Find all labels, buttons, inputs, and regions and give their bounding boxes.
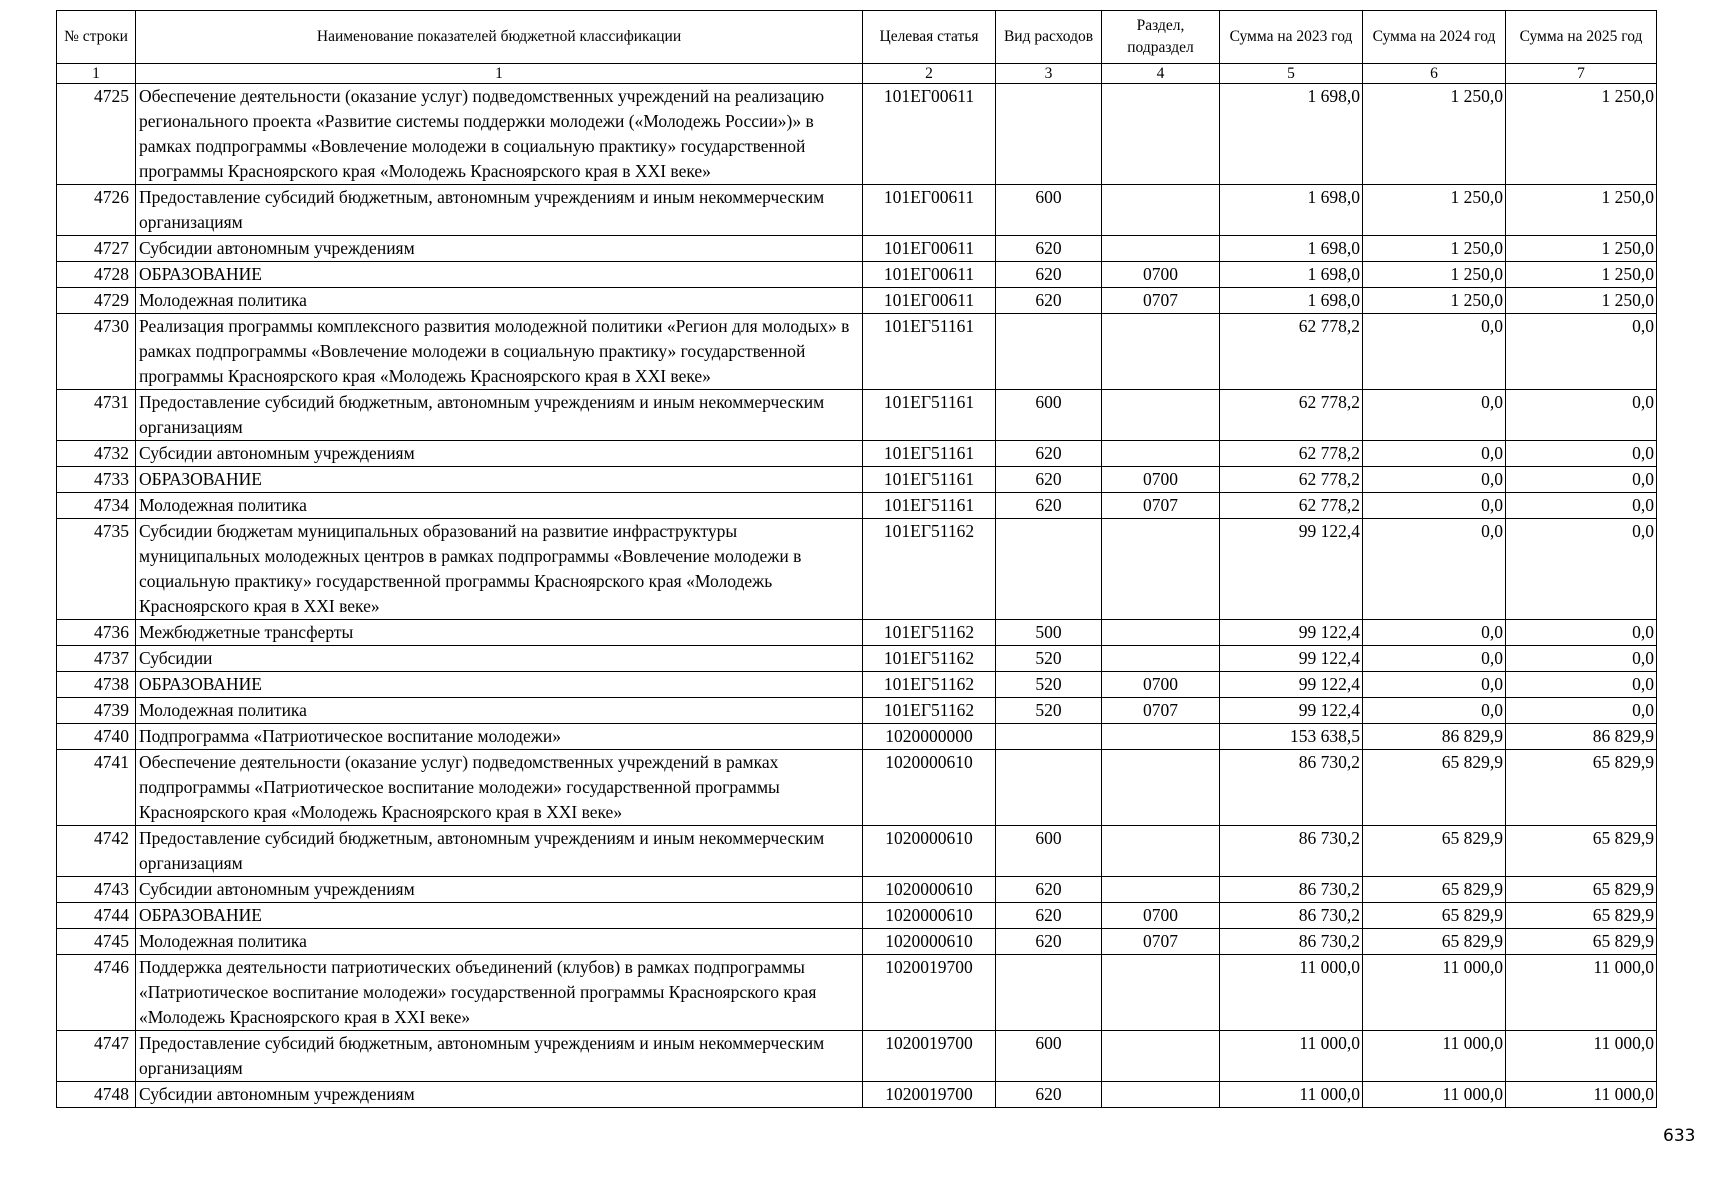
table-row <box>57 493 1657 519</box>
sum-2023: 1 698,0 <box>1220 185 1363 236</box>
row-number: 4744 <box>57 903 136 929</box>
section-code <box>1102 1082 1220 1108</box>
sum-2024: 0,0 <box>1363 493 1506 519</box>
section-code <box>1102 750 1220 826</box>
header-row <box>57 11 1657 64</box>
row-number: 4737 <box>57 646 136 672</box>
sum-2023: 11 000,0 <box>1220 955 1363 1031</box>
section-code <box>1102 441 1220 467</box>
sum-2023: 11 000,0 <box>1220 1031 1363 1082</box>
table-row <box>57 672 1657 698</box>
expense-type <box>996 750 1102 826</box>
expense-type: 620 <box>996 288 1102 314</box>
target-article: 101ЕГ51162 <box>863 672 996 698</box>
target-article: 1020000610 <box>863 929 996 955</box>
expense-type: 500 <box>996 620 1102 646</box>
sum-2025: 1 250,0 <box>1506 84 1657 185</box>
expense-type: 620 <box>996 467 1102 493</box>
sum-2025: 86 829,9 <box>1506 724 1657 750</box>
indicator-name: Субсидии автономным учреждениям <box>136 877 863 903</box>
table-body <box>57 84 1657 1108</box>
sum-2025: 65 829,9 <box>1506 826 1657 877</box>
header-name: Наименование показателей бюджетной классификации <box>136 11 863 64</box>
expense-type: 600 <box>996 185 1102 236</box>
indicator-name: Молодежная политика <box>136 493 863 519</box>
target-article: 101ЕГ51161 <box>863 467 996 493</box>
indicator-name: Предоставление субсидий бюджетным, автономным учреждениям и иным некоммерческим организациям <box>136 1031 863 1082</box>
sum-2025: 11 000,0 <box>1506 1031 1657 1082</box>
sum-2023: 1 698,0 <box>1220 236 1363 262</box>
table-row <box>57 826 1657 877</box>
sum-2025: 0,0 <box>1506 672 1657 698</box>
table-row <box>57 441 1657 467</box>
expense-type <box>996 955 1102 1031</box>
indicator-name: Межбюджетные трансферты <box>136 620 863 646</box>
sum-2024: 0,0 <box>1363 314 1506 390</box>
section-code <box>1102 390 1220 441</box>
sum-2023: 86 730,2 <box>1220 826 1363 877</box>
column-number: 4 <box>1102 64 1220 84</box>
sum-2023: 86 730,2 <box>1220 877 1363 903</box>
target-article: 101ЕГ00611 <box>863 236 996 262</box>
sum-2024: 65 829,9 <box>1363 877 1506 903</box>
expense-type <box>996 314 1102 390</box>
sum-2024: 1 250,0 <box>1363 288 1506 314</box>
sum-2024: 65 829,9 <box>1363 826 1506 877</box>
header-sum-2025: Сумма на 2025 год <box>1506 11 1657 64</box>
sum-2025: 0,0 <box>1506 493 1657 519</box>
indicator-name: ОБРАЗОВАНИЕ <box>136 672 863 698</box>
sum-2024: 1 250,0 <box>1363 185 1506 236</box>
indicator-name: Подпрограмма «Патриотическое воспитание молодежи» <box>136 724 863 750</box>
indicator-name: Субсидии автономным учреждениям <box>136 441 863 467</box>
indicator-name: Субсидии автономным учреждениям <box>136 236 863 262</box>
target-article: 101ЕГ51162 <box>863 698 996 724</box>
table-row <box>57 955 1657 1031</box>
row-number: 4726 <box>57 185 136 236</box>
table-row <box>57 929 1657 955</box>
sum-2023: 99 122,4 <box>1220 620 1363 646</box>
target-article: 101ЕГ00611 <box>863 185 996 236</box>
target-article: 101ЕГ51161 <box>863 493 996 519</box>
sum-2024: 0,0 <box>1363 467 1506 493</box>
row-number: 4738 <box>57 672 136 698</box>
table-row <box>57 903 1657 929</box>
row-number: 4731 <box>57 390 136 441</box>
sum-2023: 11 000,0 <box>1220 1082 1363 1108</box>
sum-2023: 99 122,4 <box>1220 672 1363 698</box>
sum-2025: 65 829,9 <box>1506 903 1657 929</box>
row-number: 4740 <box>57 724 136 750</box>
expense-type: 620 <box>996 877 1102 903</box>
section-code <box>1102 236 1220 262</box>
expense-type: 520 <box>996 672 1102 698</box>
indicator-name: Субсидии бюджетам муниципальных образований на развитие инфраструктуры муниципальных молодежных центров в рамках подпрограммы «Вовлечение молодежи в социальную практику» государственной программы Красноярского края «Молодежь Красноярского края в XXI веке» <box>136 519 863 620</box>
section-code <box>1102 185 1220 236</box>
section-code <box>1102 314 1220 390</box>
target-article: 1020000610 <box>863 877 996 903</box>
row-number: 4734 <box>57 493 136 519</box>
row-number: 4730 <box>57 314 136 390</box>
sum-2024: 1 250,0 <box>1363 84 1506 185</box>
sum-2025: 0,0 <box>1506 620 1657 646</box>
header-section: Раздел, подраздел <box>1102 11 1220 64</box>
sum-2023: 86 730,2 <box>1220 903 1363 929</box>
sum-2024: 0,0 <box>1363 390 1506 441</box>
row-number: 4743 <box>57 877 136 903</box>
target-article: 101ЕГ51162 <box>863 519 996 620</box>
row-number: 4742 <box>57 826 136 877</box>
sum-2023: 62 778,2 <box>1220 467 1363 493</box>
table-row <box>57 750 1657 826</box>
sum-2023: 62 778,2 <box>1220 390 1363 441</box>
section-code: 0700 <box>1102 467 1220 493</box>
sum-2024: 65 829,9 <box>1363 750 1506 826</box>
indicator-name: ОБРАЗОВАНИЕ <box>136 903 863 929</box>
row-number: 4725 <box>57 84 136 185</box>
header-row-number: № строки <box>57 11 136 64</box>
target-article: 101ЕГ51161 <box>863 314 996 390</box>
sum-2025: 65 829,9 <box>1506 929 1657 955</box>
row-number: 4728 <box>57 262 136 288</box>
expense-type: 600 <box>996 390 1102 441</box>
row-number: 4741 <box>57 750 136 826</box>
sum-2023: 86 730,2 <box>1220 929 1363 955</box>
column-number: 6 <box>1363 64 1506 84</box>
sum-2023: 62 778,2 <box>1220 493 1363 519</box>
column-number: 1 <box>136 64 863 84</box>
table-row <box>57 724 1657 750</box>
sum-2025: 1 250,0 <box>1506 185 1657 236</box>
expense-type: 600 <box>996 826 1102 877</box>
sum-2025: 1 250,0 <box>1506 288 1657 314</box>
expense-type: 600 <box>996 1031 1102 1082</box>
sum-2024: 1 250,0 <box>1363 236 1506 262</box>
table-row <box>57 519 1657 620</box>
sum-2024: 0,0 <box>1363 519 1506 620</box>
sum-2024: 11 000,0 <box>1363 1031 1506 1082</box>
target-article: 1020000610 <box>863 750 996 826</box>
indicator-name: ОБРАЗОВАНИЕ <box>136 262 863 288</box>
section-code: 0707 <box>1102 698 1220 724</box>
table-row <box>57 877 1657 903</box>
budget-table <box>56 10 1657 1108</box>
expense-type <box>996 724 1102 750</box>
section-code: 0707 <box>1102 288 1220 314</box>
sum-2025: 11 000,0 <box>1506 955 1657 1031</box>
sum-2025: 0,0 <box>1506 698 1657 724</box>
target-article: 1020019700 <box>863 1082 996 1108</box>
sum-2024: 11 000,0 <box>1363 955 1506 1031</box>
indicator-name: Поддержка деятельности патриотических объединений (клубов) в рамках подпрограммы «Патриотическое воспитание молодежи» государственной программы Красноярского края «Молодежь Красноярского края в XXI веке» <box>136 955 863 1031</box>
section-code <box>1102 84 1220 185</box>
sum-2025: 1 250,0 <box>1506 236 1657 262</box>
sum-2024: 86 829,9 <box>1363 724 1506 750</box>
sum-2025: 65 829,9 <box>1506 877 1657 903</box>
target-article: 101ЕГ00611 <box>863 288 996 314</box>
sum-2023: 1 698,0 <box>1220 84 1363 185</box>
section-code: 0700 <box>1102 903 1220 929</box>
row-number: 4739 <box>57 698 136 724</box>
target-article: 1020019700 <box>863 1031 996 1082</box>
row-number: 4732 <box>57 441 136 467</box>
row-number: 4747 <box>57 1031 136 1082</box>
header-sum-2023: Сумма на 2023 год <box>1220 11 1363 64</box>
table-row <box>57 314 1657 390</box>
row-number: 4733 <box>57 467 136 493</box>
row-number: 4727 <box>57 236 136 262</box>
expense-type <box>996 84 1102 185</box>
section-code <box>1102 1031 1220 1082</box>
table-row <box>57 698 1657 724</box>
expense-type <box>996 519 1102 620</box>
target-article: 1020000610 <box>863 826 996 877</box>
row-number: 4729 <box>57 288 136 314</box>
sum-2023: 153 638,5 <box>1220 724 1363 750</box>
sum-2023: 99 122,4 <box>1220 519 1363 620</box>
section-code <box>1102 519 1220 620</box>
section-code <box>1102 826 1220 877</box>
sum-2024: 0,0 <box>1363 698 1506 724</box>
table-row <box>57 390 1657 441</box>
indicator-name: Реализация программы комплексного развития молодежной политики «Регион для молодых» в рамках подпрограммы «Вовлечение молодежи в социальную практику» государственной программы Красноярского края «Молодежь Красноярского края в XXI веке» <box>136 314 863 390</box>
row-number: 4736 <box>57 620 136 646</box>
indicator-name: Предоставление субсидий бюджетным, автономным учреждениям и иным некоммерческим организациям <box>136 390 863 441</box>
section-code <box>1102 646 1220 672</box>
table-row <box>57 620 1657 646</box>
table-row <box>57 1031 1657 1082</box>
table-row <box>57 84 1657 185</box>
target-article: 101ЕГ00611 <box>863 84 996 185</box>
budget-table-page <box>56 10 1656 1108</box>
table-row <box>57 262 1657 288</box>
column-number: 5 <box>1220 64 1363 84</box>
table-row <box>57 1082 1657 1108</box>
row-number: 4748 <box>57 1082 136 1108</box>
column-number-row <box>57 64 1657 84</box>
target-article: 101ЕГ51162 <box>863 620 996 646</box>
row-number: 4735 <box>57 519 136 620</box>
table-row <box>57 288 1657 314</box>
sum-2025: 1 250,0 <box>1506 262 1657 288</box>
section-code <box>1102 724 1220 750</box>
row-number: 4745 <box>57 929 136 955</box>
sum-2023: 62 778,2 <box>1220 314 1363 390</box>
header-sum-2024: Сумма на 2024 год <box>1363 11 1506 64</box>
section-code <box>1102 620 1220 646</box>
table-row <box>57 646 1657 672</box>
target-article: 101ЕГ51161 <box>863 441 996 467</box>
sum-2025: 0,0 <box>1506 646 1657 672</box>
sum-2024: 65 829,9 <box>1363 929 1506 955</box>
section-code: 0700 <box>1102 672 1220 698</box>
expense-type: 620 <box>996 262 1102 288</box>
target-article: 1020000000 <box>863 724 996 750</box>
expense-type: 620 <box>996 929 1102 955</box>
indicator-name: Субсидии <box>136 646 863 672</box>
page-number: 633 <box>1663 1126 1696 1146</box>
table-row <box>57 236 1657 262</box>
sum-2024: 0,0 <box>1363 672 1506 698</box>
sum-2023: 1 698,0 <box>1220 288 1363 314</box>
sum-2025: 0,0 <box>1506 519 1657 620</box>
indicator-name: Обеспечение деятельности (оказание услуг) подведомственных учреждений на реализацию регионального проекта «Развитие системы поддержки молодежи («Молодежь России»)» в рамках подпрограммы «Вовлечение молодежи в социальную практику» государственной программы Красноярского края «Молодежь Красноярского края в XXI веке» <box>136 84 863 185</box>
header-target: Целевая статья <box>863 11 996 64</box>
expense-type: 520 <box>996 646 1102 672</box>
target-article: 101ЕГ51162 <box>863 646 996 672</box>
section-code: 0700 <box>1102 262 1220 288</box>
sum-2025: 0,0 <box>1506 314 1657 390</box>
section-code: 0707 <box>1102 929 1220 955</box>
sum-2023: 1 698,0 <box>1220 262 1363 288</box>
header-expense-type: Вид расходов <box>996 11 1102 64</box>
indicator-name: Предоставление субсидий бюджетным, автономным учреждениям и иным некоммерческим организациям <box>136 826 863 877</box>
expense-type: 620 <box>996 1082 1102 1108</box>
table-row <box>57 467 1657 493</box>
sum-2024: 0,0 <box>1363 441 1506 467</box>
expense-type: 620 <box>996 493 1102 519</box>
sum-2023: 86 730,2 <box>1220 750 1363 826</box>
target-article: 101ЕГ00611 <box>863 262 996 288</box>
section-code <box>1102 955 1220 1031</box>
sum-2025: 0,0 <box>1506 467 1657 493</box>
target-article: 101ЕГ51161 <box>863 390 996 441</box>
table-row <box>57 185 1657 236</box>
expense-type: 620 <box>996 236 1102 262</box>
expense-type: 520 <box>996 698 1102 724</box>
indicator-name: Молодежная политика <box>136 288 863 314</box>
sum-2023: 99 122,4 <box>1220 646 1363 672</box>
section-code: 0707 <box>1102 493 1220 519</box>
sum-2025: 0,0 <box>1506 441 1657 467</box>
sum-2024: 65 829,9 <box>1363 903 1506 929</box>
sum-2024: 0,0 <box>1363 620 1506 646</box>
sum-2025: 0,0 <box>1506 390 1657 441</box>
column-number: 1 <box>57 64 136 84</box>
sum-2023: 62 778,2 <box>1220 441 1363 467</box>
sum-2024: 11 000,0 <box>1363 1082 1506 1108</box>
sum-2025: 65 829,9 <box>1506 750 1657 826</box>
target-article: 1020019700 <box>863 955 996 1031</box>
indicator-name: Предоставление субсидий бюджетным, автономным учреждениям и иным некоммерческим организациям <box>136 185 863 236</box>
expense-type: 620 <box>996 903 1102 929</box>
indicator-name: Молодежная политика <box>136 698 863 724</box>
column-number: 2 <box>863 64 996 84</box>
expense-type: 620 <box>996 441 1102 467</box>
indicator-name: ОБРАЗОВАНИЕ <box>136 467 863 493</box>
indicator-name: Субсидии автономным учреждениям <box>136 1082 863 1108</box>
target-article: 1020000610 <box>863 903 996 929</box>
indicator-name: Обеспечение деятельности (оказание услуг) подведомственных учреждений в рамках подпрограммы «Патриотическое воспитание молодежи» государственной программы Красноярского края «Молодежь Красноярского края в XXI веке» <box>136 750 863 826</box>
row-number: 4746 <box>57 955 136 1031</box>
column-number: 7 <box>1506 64 1657 84</box>
sum-2024: 0,0 <box>1363 646 1506 672</box>
section-code <box>1102 877 1220 903</box>
sum-2025: 11 000,0 <box>1506 1082 1657 1108</box>
sum-2024: 1 250,0 <box>1363 262 1506 288</box>
indicator-name: Молодежная политика <box>136 929 863 955</box>
sum-2023: 99 122,4 <box>1220 698 1363 724</box>
column-number: 3 <box>996 64 1102 84</box>
